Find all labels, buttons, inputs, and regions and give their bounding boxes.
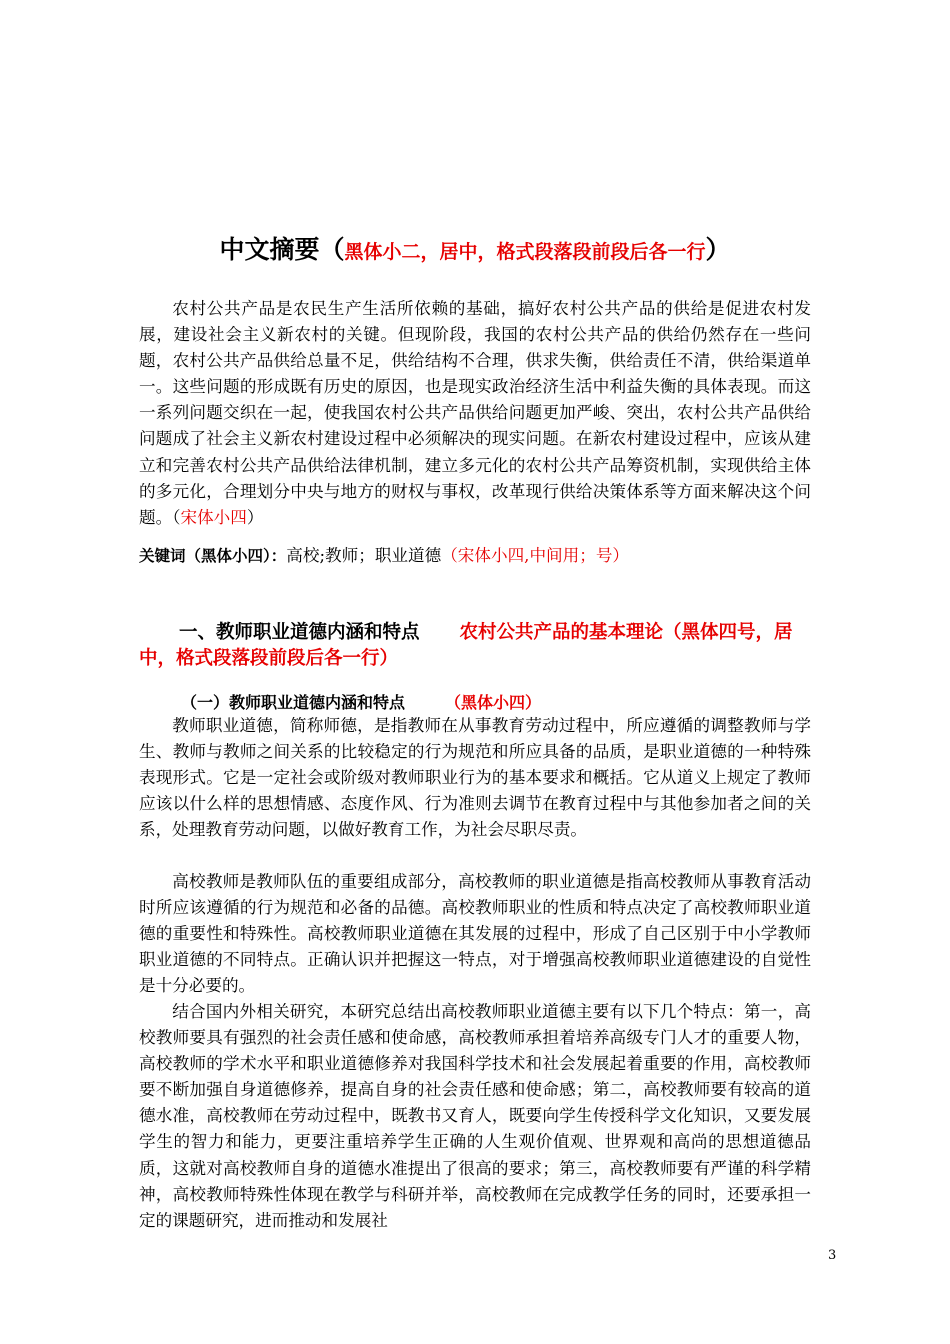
keywords-values: 高校;教师；职业道德	[286, 546, 442, 565]
page-number: 3	[828, 1248, 837, 1263]
abstract-title-format-note: 黑体小二，居中，格式段落段前段后各一行	[344, 241, 706, 263]
subsection-heading-format-note: （黑体小四）	[445, 693, 542, 712]
abstract-note-paren-close: ）	[246, 507, 264, 527]
section-heading	[139, 620, 811, 672]
body-paragraph-2: 高校教师是教师队伍的重要组成部分，高校教师的职业道德是指高校教师从事教育活动时所应该遵循的行为规范和必备的品德。高校教师职业的性质和特点决定了高校教师职业道德的重要性和特殊性。高校教师职业道德在其发展的过程中，形成了自己区别于中小学教师职业道德的不同特点。正确认识并把握这一特点，对于增强高校教师职业道德建设的自觉性是十分必要的。	[139, 872, 811, 996]
section-heading-text: 一、教师职业道德内涵和特点	[179, 622, 420, 643]
abstract-body-text: 农村公共产品是农民生产生活所依赖的基础，搞好农村公共产品的供给是促进农村发展，建设社会主义新农村的关键。但现阶段，我国的农村公共产品的供给仍然存在一些问题，农村公共产品供给总量不足，供给结构不合理，供求失衡，供给责任不清，供给渠道单一。这些问题的形成既有历史的原因，也是现实政治经济生活中利益失衡的具体表现。而这一系列问题交织在一起，使我国农村公共产品供给问题更加严峻、突出，农村公共产品供给问题成了社会主义新农村建设过程中必须解决的现实问题。在新农村建设过程中，应该从建立和完善农村公共产品供给法律机制，建立多元化的农村公共产品筹资机制，实现供给主体的多元化，合理划分中央与地方的财权与事权，改革现行供给决策体系等方面来解决这个问题。	[139, 299, 811, 527]
abstract-title-paren-open: （	[319, 235, 345, 264]
body-paragraph-3: 结合国内外相关研究，本研究总结出高校教师职业道德主要有以下几个特点：第一，高校教师要具有强烈的社会责任感和使命感，高校教师承担着培养高级专门人才的重要人物，高校教师的学术水平和职业道德修养对我国科学技术和社会发展起着重要的作用，高校教师要不断加强自身道德修养，提高自身的社会责任感和使命感；第二，高校教师要有较高的道德水准，高校教师在劳动过程中，既教书又育人，既要向学生传授科学文化知识，又要发展学生的智力和能力，更要注重培养学生正确的人生观价值观、世界观和高尚的思想道德品质，这就对高校教师自身的道德水准提出了很高的要求；第三，高校教师要有严谨的科学精神，高校教师特殊性体现在教学与科研并举，高校教师在完成教学任务的同时，还要承担一定的课题研究，进而推动和发展社	[139, 1002, 811, 1230]
abstract-title-text: 中文摘要	[219, 235, 320, 264]
subsection-heading-text: （一）教师职业道德内涵和特点	[181, 693, 406, 712]
keywords-line	[139, 543, 811, 569]
abstract-body-format-note: 宋体小四	[180, 507, 247, 527]
abstract-title	[139, 232, 811, 270]
abstract-note-paren-open: （	[172, 507, 181, 527]
keywords-format-note: （宋体小四,中间用；号）	[441, 546, 630, 565]
body-paragraph-1: 教师职业道德，简称师德，是指教师在从事教育劳动过程中，所应遵循的调整教师与学生、教师与教师之间关系的比较稳定的行为规范和所应具备的品质，是职业道德的一种特殊表现形式。它是一定社会或阶级对教师职业行为的基本要求和概括。它从道义上规定了教师应该以什么样的思想情感、态度作风、行为准则去调节在教育过程中与其他参加者之间的关系，处理教育劳动问题，以做好教育工作，为社会尽职尽责。	[139, 716, 811, 840]
keywords-label: 关键词（黑体小四）：	[139, 547, 287, 565]
abstract-body	[139, 296, 811, 531]
section-heading-format-note: 农村公共产品的基本理论（黑体四号，居中，格式段落段前段后各一行）	[139, 622, 793, 669]
abstract-title-paren-close: ）	[705, 235, 731, 264]
